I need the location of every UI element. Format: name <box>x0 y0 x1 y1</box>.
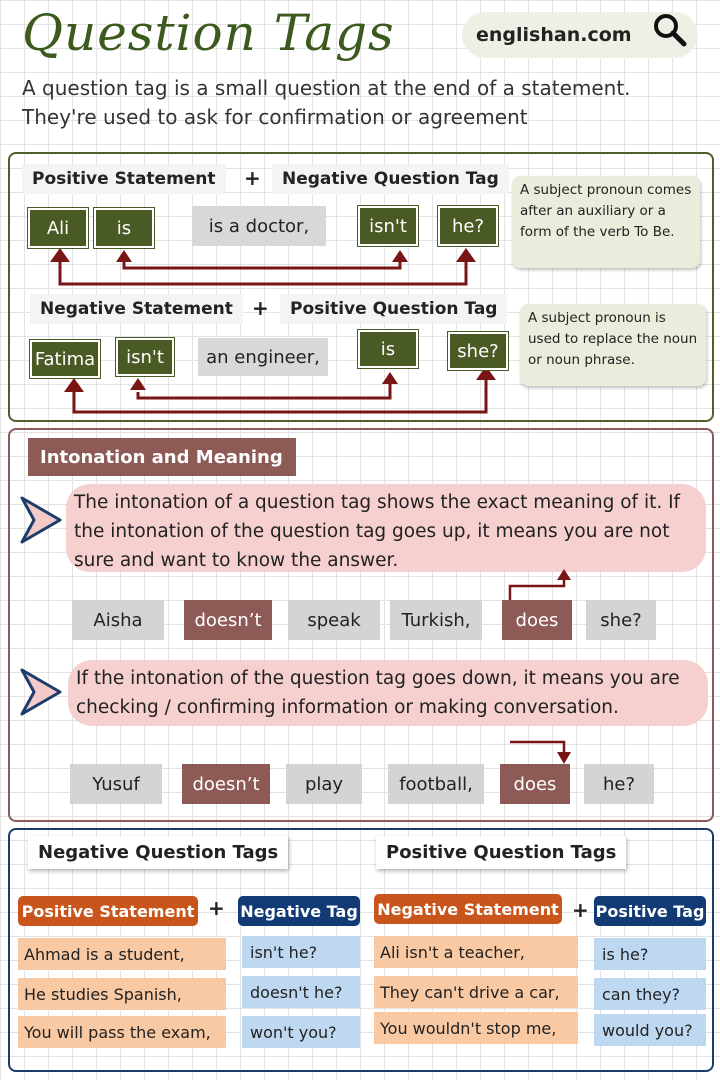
pronoun-note: A subject pronoun comes after an auxiliary or a form of the verb To Be. <box>512 176 700 268</box>
table-cell: You will pass the exam, <box>18 1016 226 1048</box>
table-cell: isn't he? <box>242 936 360 968</box>
chevron-right-icon <box>18 666 66 718</box>
table-cell: doesn't he? <box>242 976 360 1008</box>
word-box: doesn’t <box>182 764 270 804</box>
word-box: she? <box>448 332 508 370</box>
table-cell: would you? <box>594 1014 706 1046</box>
intro-text: A question tag is a small question at the end of a statement. They're used to ask for confirmation or agreement <box>22 76 631 129</box>
word-box: football, <box>388 764 484 804</box>
plus-sign: + <box>244 166 261 190</box>
intonation-down-text: If the intonation of the question tag goes down, it means you are checking / confirming information or making conversation. <box>68 660 708 726</box>
word-box: play <box>286 764 362 804</box>
page-title: Question Tags <box>22 4 395 62</box>
table-cell: Ali isn't a teacher, <box>374 936 578 968</box>
positive-statement-column-header: Positive Statement <box>18 896 198 926</box>
positive-question-tag-label: Positive Question Tag <box>280 294 507 324</box>
positive-question-tags-heading: Positive Question Tags <box>376 836 626 869</box>
word-box: an engineer, <box>198 338 328 376</box>
table-cell: They can't drive a car, <box>374 976 578 1008</box>
word-box: Turkish, <box>390 600 482 640</box>
plus-sign: + <box>252 296 269 320</box>
word-box: Ali <box>28 208 88 248</box>
negative-statement-column-header: Negative Statement <box>374 894 562 924</box>
intonation-down-arrow <box>500 736 580 766</box>
site-name: englishan.com <box>476 24 632 46</box>
plus-sign: + <box>572 898 589 922</box>
pronoun-note: A subject pronoun is used to replace the noun or noun phrase. <box>520 304 706 386</box>
word-box: he? <box>438 206 498 246</box>
word-box: he? <box>584 764 654 804</box>
positive-statement-label: Positive Statement <box>22 164 226 194</box>
word-box: Aisha <box>72 600 164 640</box>
table-cell: Ahmad is a student, <box>18 938 226 970</box>
table-cell: can they? <box>594 978 706 1010</box>
word-box: isn't <box>116 338 174 376</box>
table-cell: won't you? <box>242 1016 360 1048</box>
intonation-up-text: The intonation of a question tag shows the exact meaning of it. If the intonation of the question tag goes up, it means you are not sure and want to know the answer. <box>66 484 706 572</box>
word-box: isn't <box>358 206 418 246</box>
word-box: does <box>500 764 570 804</box>
negative-question-tag-label: Negative Question Tag <box>272 164 509 194</box>
word-box: doesn’t <box>184 600 272 640</box>
word-box: speak <box>288 600 380 640</box>
word-box: Yusuf <box>70 764 162 804</box>
word-box: she? <box>586 600 656 640</box>
negative-question-tags-heading: Negative Question Tags <box>28 836 288 869</box>
table-cell: You wouldn't stop me, <box>374 1012 578 1044</box>
negative-tag-column-header: Negative Tag <box>238 896 360 926</box>
table-cell: is he? <box>594 938 706 970</box>
intonation-up-arrow <box>500 568 580 602</box>
word-box: Fatima <box>30 340 100 378</box>
negative-statement-label: Negative Statement <box>30 294 243 324</box>
chevron-right-icon <box>18 494 66 546</box>
word-box: is <box>358 330 418 368</box>
positive-tag-column-header: Positive Tag <box>594 896 706 926</box>
table-cell: He studies Spanish, <box>18 978 226 1010</box>
intonation-heading: Intonation and Meaning <box>28 438 296 476</box>
word-box: is <box>94 208 154 248</box>
plus-sign: + <box>208 896 225 920</box>
word-box: does <box>502 600 572 640</box>
word-box: is a doctor, <box>192 206 326 246</box>
